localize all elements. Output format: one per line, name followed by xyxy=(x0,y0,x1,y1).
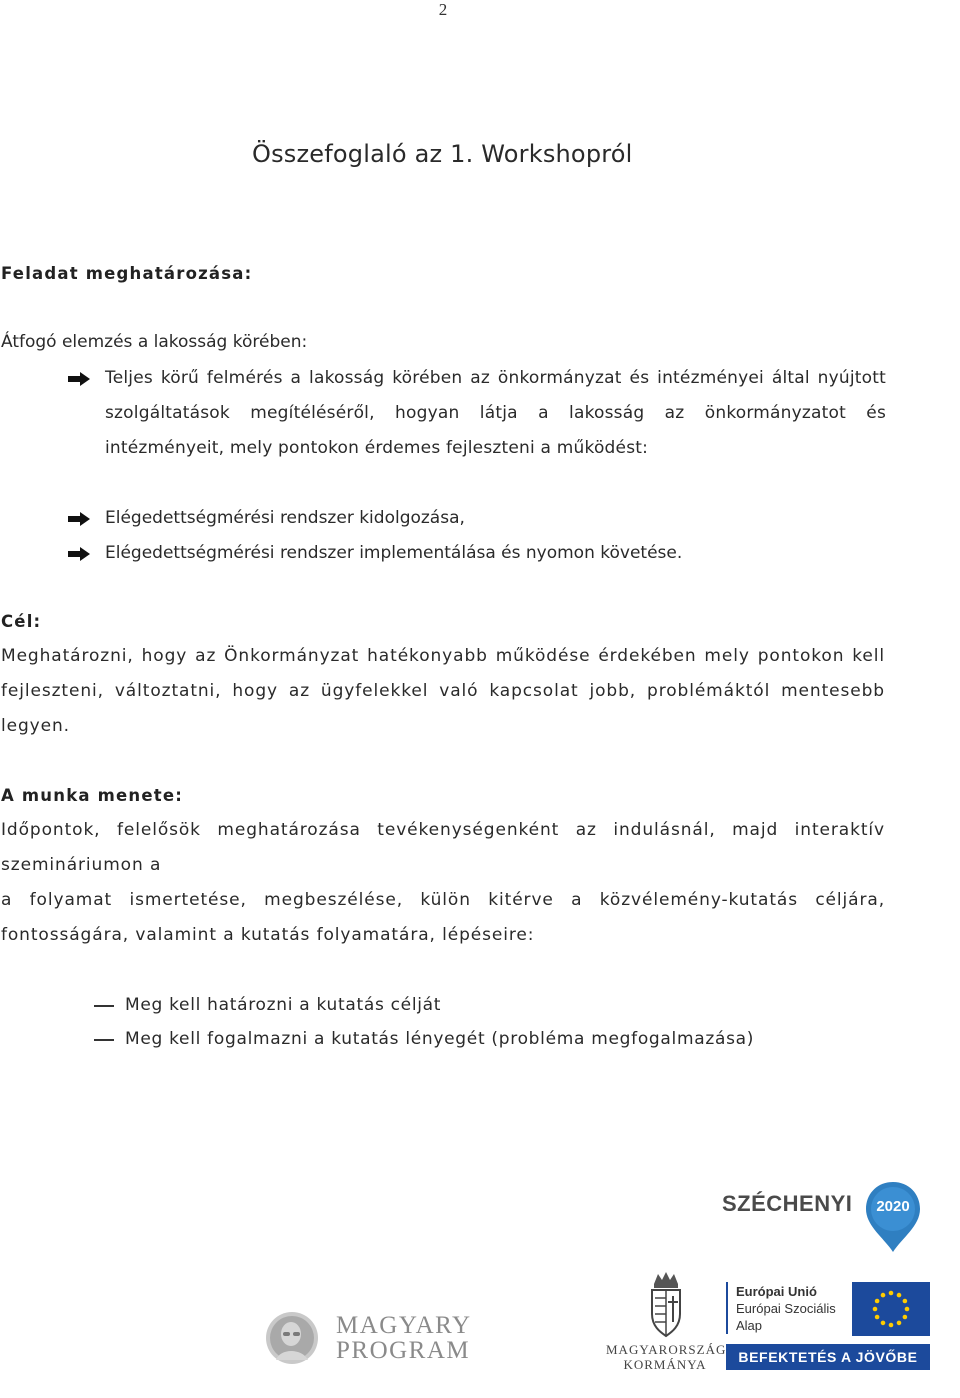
eu-star-icon xyxy=(881,1293,886,1298)
task-item xyxy=(68,536,886,571)
eu-line-2: Európai Szociális xyxy=(736,1301,836,1316)
eu-line-3: Alap xyxy=(736,1318,763,1333)
eu-star-icon xyxy=(897,1321,902,1326)
eu-line-1: Európai Unió xyxy=(736,1284,817,1299)
eu-star-icon xyxy=(873,1307,878,1312)
arrow-right-icon xyxy=(68,501,92,536)
eu-star-icon xyxy=(875,1315,880,1320)
arrow-right-icon xyxy=(68,361,92,396)
magyarorszag-kormanya-logo xyxy=(606,1270,727,1374)
dash-bullet-icon xyxy=(94,1039,114,1041)
eu-star-icon xyxy=(903,1299,908,1304)
task-heading: Feladat meghatározása: xyxy=(1,264,253,283)
magyary-line-1: MAGYARY xyxy=(336,1312,472,1339)
process-heading: A munka menete: xyxy=(1,786,184,805)
kormany-line-2: KORMÁNYA xyxy=(623,1357,707,1372)
process-line-2: a folyamat ismertetése, megbeszélése, külön kitérve a közvélemény-kutatás céljára, fontosságára, valamint a kutatás folyamatára, lépéseire: xyxy=(1,890,885,945)
process-line-1: Időpontok, felelősök meghatározása tevékenységenként az indulásnál, majd interaktív szemináriumon a xyxy=(1,820,885,875)
task-item xyxy=(68,501,886,536)
eu-star-icon xyxy=(875,1299,880,1304)
eu-flag-icon xyxy=(852,1282,930,1336)
eu-banner: BEFEKTETÉS A JÖVŐBE xyxy=(726,1344,930,1370)
portrait-medallion-icon xyxy=(264,1310,320,1366)
eu-star-icon xyxy=(889,1323,894,1328)
eu-star-icon xyxy=(881,1321,886,1326)
arrow-right-icon xyxy=(68,536,92,571)
szechenyi-year: 2020 xyxy=(876,1198,910,1215)
szechenyi-logo-text: SZÉCHENYI xyxy=(722,1191,853,1216)
process-item-text: Meg kell határozni a kutatás célját xyxy=(125,995,442,1015)
eu-star-icon xyxy=(905,1307,910,1312)
task-intro: Átfogó elemzés a lakosság körében: xyxy=(1,332,308,352)
magyary-line-2: PROGRAM xyxy=(336,1337,471,1364)
eu-divider xyxy=(726,1282,728,1334)
eu-star-icon xyxy=(903,1315,908,1320)
eu-fund-logo xyxy=(726,1282,932,1374)
dash-bullet-icon xyxy=(94,1005,114,1007)
eu-star-icon xyxy=(889,1291,894,1296)
coat-of-arms-icon xyxy=(646,1270,686,1340)
task-item-text: Elégedettségmérési rendszer implementálása és nyomon követése. xyxy=(105,543,683,563)
eu-star-icon xyxy=(897,1293,902,1298)
magyary-program-logo xyxy=(264,1308,474,1368)
goal-heading: Cél: xyxy=(1,612,42,631)
kormany-line-1: MAGYARORSZÁG xyxy=(606,1342,727,1357)
location-pin-icon xyxy=(864,1180,922,1254)
task-item-text: Elégedettségmérési rendszer kidolgozása, xyxy=(105,508,465,528)
goal-text: Meghatározni, hogy az Önkormányzat hatékonyabb működése érdekében mely pontokon kell fejleszteni, változtatni, hogy az ügyfelekkel való kapcsolat jobb, problémáktól mentesebb legyen. xyxy=(1,646,885,736)
process-item-text: Meg kell fogalmazni a kutatás lényegét (probléma megfogalmazása) xyxy=(125,1029,755,1049)
page-number: 2 xyxy=(438,0,448,19)
task-item-text: Teljes körű felmérés a lakosság körében az önkormányzat és intézményei által nyújtott szolgáltatások megítéléséről, hogyan látja a lakosság az önkormányzatot és intézményeit, mely pontokon érdemes fejleszteni a működést: xyxy=(105,368,886,458)
szechenyi-2020-logo xyxy=(718,1180,924,1256)
page-title: Összefoglaló az 1. Workshopról xyxy=(252,140,633,168)
task-item xyxy=(68,361,886,466)
